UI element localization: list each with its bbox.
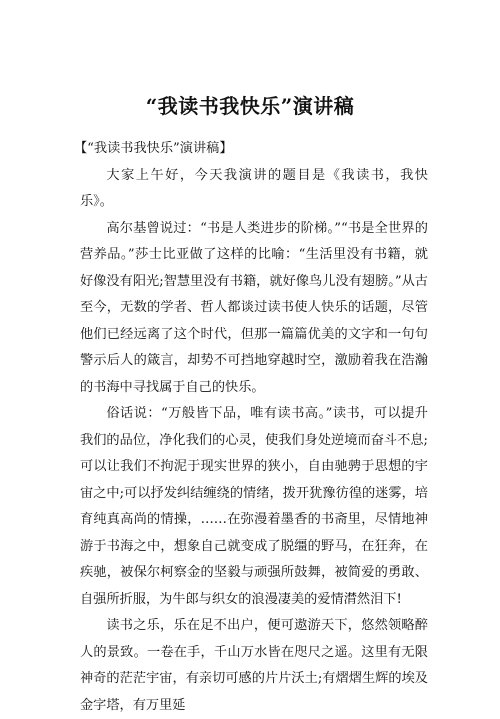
paragraph-greeting: 大家上午好，今天我演讲的题目是《我读书，我快乐》。 — [80, 167, 428, 209]
document-title: “我读书我快乐”演讲稿 — [145, 94, 355, 118]
paragraph-quotes: 高尔基曾说过：“书是人类进步的阶梯。”“书是全世界的营养品。”莎士比亚做了这样的比喻：“生活里没有书籍，就好像没有阳光;智慧里没有书籍，就好像鸟儿没有翅膀。”从古至今，无数的学者、哲人都谈过读书使人快乐的话题，尽管他们已经远离了这个时代，但那一篇篇优美的文字和一句句警示后人的箴言，却势不可挡地穿越时空，激励着我在浩瀚的书海中寻找属于自己的快乐。 — [80, 220, 428, 395]
document-subheading: 【“我读书我快乐”演讲稿】 — [74, 141, 233, 156]
document-body — [74, 136, 428, 719]
paragraph-joy-of-reading: 读书之乐，乐在足不出户，便可遨游天下，悠然领略醉人的景致。一卷在手，千山万水皆在咫尺之遥。这里有无限神奇的茫茫宇宙，有亲切可感的片片沃土;有熠熠生辉的埃及金字塔，有万里延 — [80, 618, 428, 713]
paragraph-proverb: 俗话说：“万般皆下品，唯有读书高。”读书，可以提升我们的品位，净化我们的心灵，使我们身处逆境而奋斗不息;可以让我们不拘泥于现实世界的狭小，自由驰骋于思想的宇宙之中;可以抒发纠结缠绕的情绪，拨开犹豫彷徨的迷雾，培育纯真高尚的情操，……在弥漫着墨香的书斋里，尽情地神游于书海之中，想象自己就变成了脱缰的野马，在狂奔，在疾驰，被保尔柯察金的坚毅与顽强所鼓舞，被简爱的勇敢、自强所折服，为牛郎与织女的浪漫凄美的爱情潸然泪下! — [80, 406, 428, 607]
